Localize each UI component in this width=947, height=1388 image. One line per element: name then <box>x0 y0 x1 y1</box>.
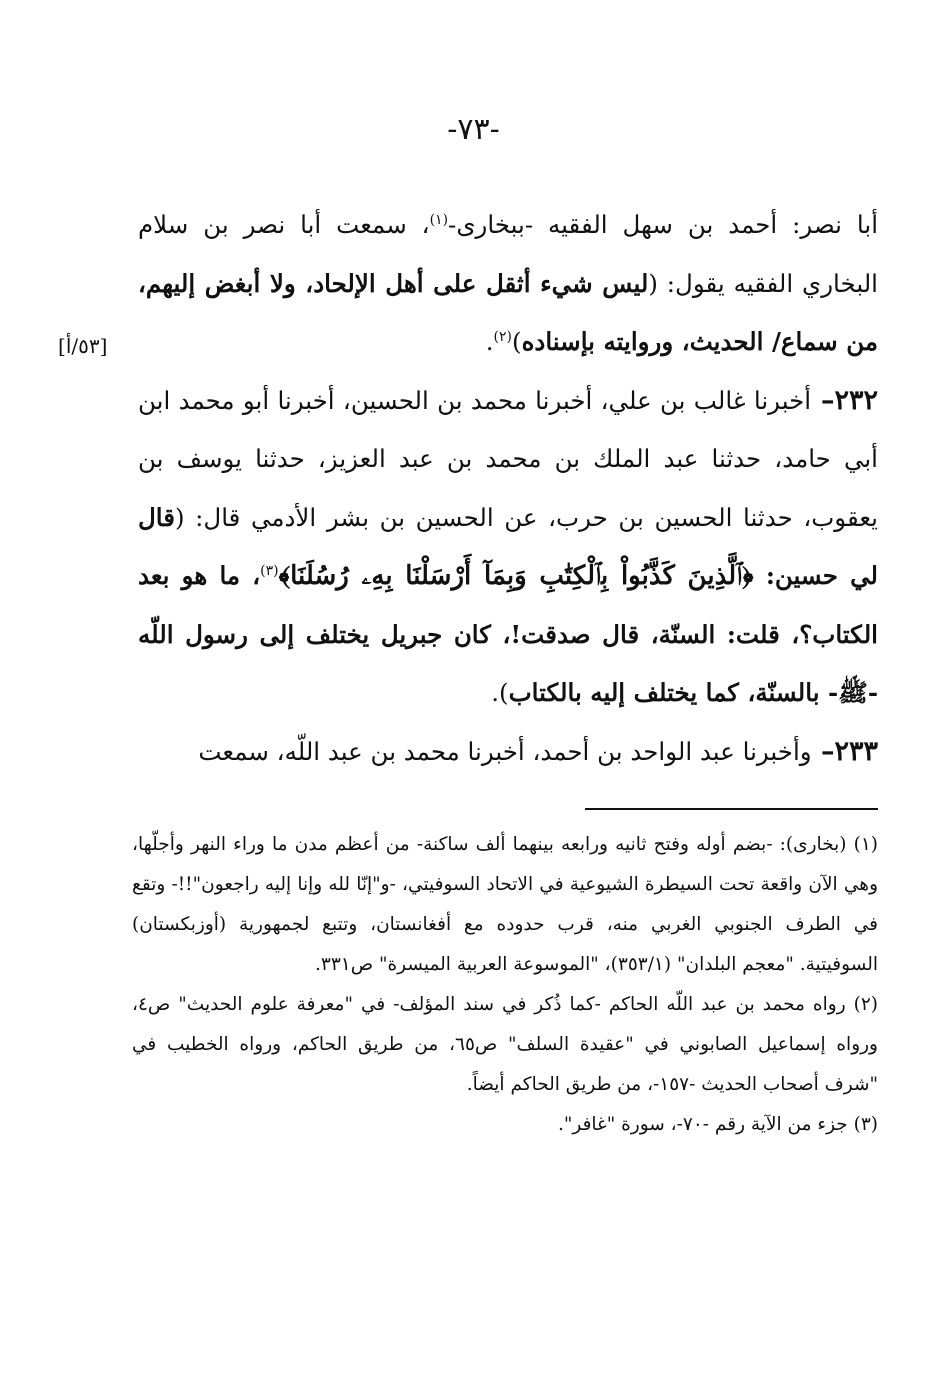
paragraph-233 <box>138 723 878 782</box>
paragraph-1 <box>138 196 878 372</box>
main-text <box>138 196 878 781</box>
quoted-text: ، ما هو بعد الكتاب؟، قلت: السنّة، قال صدقت!، كان جبريل يختلف إلى رسول اللّه -ﷺ- بالسنّة، كما يختلف إليه بالكتاب <box>138 561 878 707</box>
quoted-text: ليس شيء أثقل على أهل الإلحاد، ولا أبغض إليهم، من سماع/ الحديث، وروايته بإسناده <box>138 268 878 356</box>
footnote-1 <box>132 825 878 985</box>
footnote-text: (١) (بخارى): -بضم أوله وفتح ثانيه ورابعه بينهما ألف ساكنة- من أعظم مدن ما وراء النهر <box>190 834 878 855</box>
footnote-text: ورواه إسماعيل الصابوني في "عقيدة السلف" ص٦٥، من طريق الحاكم، ورواه الخطيب في "شرف أصحاب الحديث -١٥٧-، من طريق الحاكم أيضاً. <box>132 1034 878 1095</box>
quran-verse: ﴿ٱلَّذِينَ كَذَّبُواْ بِٱلْكِتَٰبِ وَبِمَآ أَرْسَلْنَا بِهِۦ رُسُلَنَا﴾ <box>278 561 754 591</box>
footnotes <box>132 825 878 1145</box>
page-number: -٧٣- <box>447 112 500 147</box>
quoted-text: قال لي حسين: <box>138 502 878 590</box>
footnote-ref-2[interactable]: (٢) <box>493 328 513 345</box>
text-run: ، سمعت أبا نصر بن سلام البخاري الفقيه يقول: ( <box>138 210 878 298</box>
footnote-separator <box>585 808 878 810</box>
footnote-text: وأجلّها، وهي الآن واقعة تحت السيطرة الشيوعية في الاتحاد السوفيتي، -و"إنّا لله وإنا إليه راجعون"!!- وتقع في الطرف الجنوبي الغربي منه، قرب حدوده مع أفغانستان، وتتبع لجمهورية (أوزبكستان) السوفيتية. "معجم البلدان" (٣٥٣/١)، "الموسوعة العربية الميسرة" ص٣٣١. <box>132 834 878 975</box>
footnote-2 <box>132 985 878 1105</box>
manuscript-folio-reference: [٥٣/أ] <box>58 334 108 358</box>
text-run: ) <box>512 327 522 356</box>
footnote-3 <box>132 1105 878 1145</box>
footnote-ref-3[interactable]: (٣) <box>260 562 279 579</box>
footnote-text: (٢) رواه محمد بن عبد اللّه الحاكم -كما ذُكر في سند المؤلف- في "معرفة علوم الحديث" ص٤، <box>132 994 878 1015</box>
footnote-ref-1[interactable]: (١) <box>429 211 449 228</box>
text-run: ). <box>491 678 509 707</box>
paragraph-232 <box>138 372 878 723</box>
text-run: . <box>485 327 494 356</box>
hadith-number: ٢٣٣– <box>811 735 878 767</box>
footnote-text: (٣) جزء من الآية رقم -٧٠-، سورة "غافر". <box>557 1114 878 1135</box>
text-run: أبا نصر: أحمد بن سهل الفقيه -ببخارى- <box>448 210 879 239</box>
isnad-text: وأخبرنا عبد الواحد بن أحمد، أخبرنا محمد بن عبد اللّه، سمعت <box>198 736 812 766</box>
hadith-number: ٢٣٢– <box>811 384 879 416</box>
isnad-text: أخبرنا غالب بن علي، أخبرنا محمد بن الحسين، أخبرنا أبو محمد ابن أبي حامد، حدثنا عبد الملك بن محمد بن عبد العزيز، حدثنا يوسف بن يعقوب، حدثنا الحسين بن حرب، عن الحسين بن بشر الأدمي قال: ( <box>138 385 878 532</box>
